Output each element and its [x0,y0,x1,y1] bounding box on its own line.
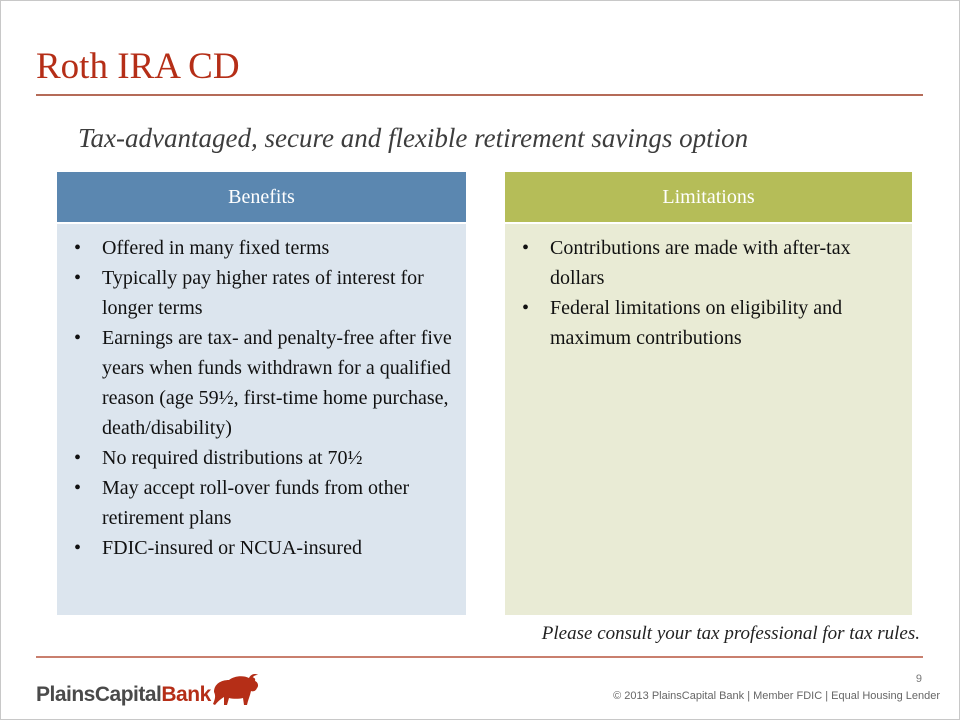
limitation-item: • Federal limitations on eligibility and maximum contributions [518,293,898,353]
bank-logo [36,672,261,708]
logo-text-secondary: Bank [161,683,211,706]
title-divider [36,94,923,96]
slide-title: Roth IRA CD [36,46,240,87]
limitations-header: Limitations [505,172,912,222]
footer-text: © 2013 PlainsCapital Bank | Member FDIC | Equal Housing Lender [613,690,940,702]
limitation-item: • Contributions are made with after-tax dollars [518,233,898,293]
limitations-panel [505,224,912,615]
benefits-list [70,233,452,563]
benefit-item: • May accept roll-over funds from other retirement plans [70,473,452,533]
benefits-header: Benefits [57,172,466,222]
limitations-list [518,233,898,353]
benefits-panel [57,224,466,615]
logo-text-primary: PlainsCapital [36,683,162,706]
benefit-item: • No required distributions at 70½ [70,443,452,473]
page-number: 9 [915,673,922,685]
buffalo-icon [211,672,261,708]
tax-disclaimer-note: Please consult your tax professional for tax rules. [541,623,920,644]
benefit-item: • Offered in many fixed terms [70,233,452,263]
benefit-item: • FDIC-insured or NCUA-insured [70,533,452,563]
logo-wordmark [36,684,211,708]
slide-subtitle: Tax-advantaged, secure and flexible retirement savings option [78,123,749,153]
benefit-item: • Earnings are tax- and penalty-free after five years when funds withdrawn for a qualified reason (age 59½, first-time home purchase, death/disability) [70,323,452,443]
footer-divider [36,656,923,658]
benefit-item: • Typically pay higher rates of interest for longer terms [70,263,452,323]
